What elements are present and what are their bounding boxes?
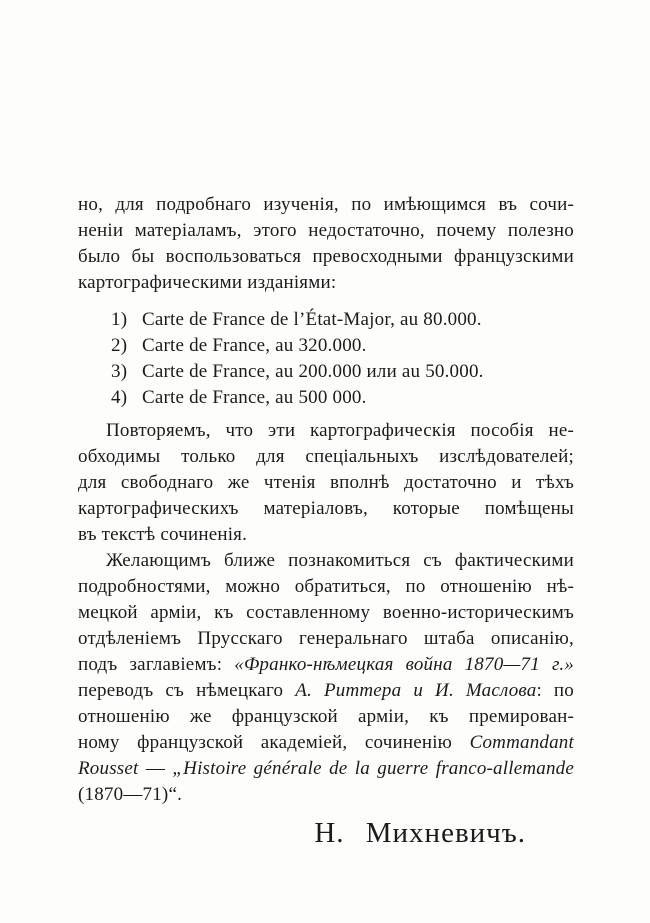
italic-text-segment: «Франко-нѣмецкая война 1870—71 г.» xyxy=(234,654,574,675)
text-segment: подробностями, можно обратиться, по отношенію нѣ- xyxy=(78,576,574,597)
list-item-number: 3) xyxy=(111,361,128,382)
text-segment: Повторяемъ, что эти картографическія пособія не- xyxy=(106,420,574,441)
list-item xyxy=(78,307,574,333)
text-line xyxy=(78,548,574,574)
italic-text-segment: Rousset xyxy=(78,758,139,779)
text-segment: ному французской академіей, сочиненію xyxy=(78,732,470,753)
text-line xyxy=(78,652,574,678)
list-item-text: Carte de France, au 200.000 или au 50.000. xyxy=(142,361,484,382)
text-segment: картографическими изданіями: xyxy=(78,272,337,293)
text-segment: подъ заглавіемъ: xyxy=(78,654,235,675)
paragraph xyxy=(78,548,574,808)
text-line xyxy=(78,704,574,730)
text-line xyxy=(78,470,574,496)
text-segment: : по xyxy=(536,680,574,701)
text-line xyxy=(78,756,574,782)
italic-text-segment: „Histoire générale de la guerre franco-allemande xyxy=(172,758,575,779)
text-line xyxy=(78,574,574,600)
text-segment: переводъ съ нѣмецкаго xyxy=(78,680,296,701)
text-segment: Желающимъ ближе познакомиться съ фактическими xyxy=(106,550,574,571)
text-segment: отдѣленіемъ Прусскаго генеральнаго штаба описанію, xyxy=(78,628,574,649)
text-line xyxy=(78,270,574,296)
text-segment: мецкой арміи, къ составленному военно-историческимъ xyxy=(78,602,574,623)
text-line xyxy=(78,418,574,444)
text-segment: (1870—71)“. xyxy=(78,784,183,805)
text-line xyxy=(78,678,574,704)
text-line xyxy=(78,782,574,808)
text-line xyxy=(78,218,574,244)
text-block xyxy=(78,192,574,808)
list-item-number: 2) xyxy=(111,335,128,356)
list-item xyxy=(78,333,574,359)
text-segment: неніи матеріаламъ, этого недостаточно, почему полезно xyxy=(78,220,574,241)
text-line xyxy=(78,192,574,218)
italic-text-segment: Commandant xyxy=(469,732,574,753)
author-signature: Н. Михневичъ. xyxy=(314,817,526,849)
map-editions-list xyxy=(78,307,574,411)
text-segment: обходимы только для спеціальныхъ изслѣдователей; xyxy=(78,446,574,467)
text-line xyxy=(78,522,574,548)
text-segment: но, для подробнаго изученія, по имѣющимся въ сочи- xyxy=(78,194,574,215)
list-item-text: Carte de France de l’État-Major, au 80.000. xyxy=(142,309,482,330)
list-item-text: Carte de France, au 500 000. xyxy=(142,387,367,408)
list-item xyxy=(78,385,574,411)
text-segment: — xyxy=(138,758,173,779)
text-line xyxy=(78,444,574,470)
text-segment: было бы воспользоваться превосходными французскими xyxy=(78,246,574,267)
text-segment: для свободнаго же чтенія вполнѣ достаточно и тѣхъ xyxy=(78,472,574,493)
text-segment: картографическихъ матеріаловъ, которые помѣщены xyxy=(78,498,574,519)
text-line xyxy=(78,600,574,626)
list-item-number: 4) xyxy=(111,387,128,408)
text-line xyxy=(78,496,574,522)
list-item xyxy=(78,359,574,385)
text-line xyxy=(78,626,574,652)
paragraph xyxy=(78,418,574,548)
text-segment: отношенію же французской арміи, къ премирован- xyxy=(78,706,574,727)
text-line xyxy=(78,244,574,270)
italic-text-segment: А. Риттера и И. Маслова xyxy=(295,680,537,701)
text-segment: въ текстѣ сочиненія. xyxy=(78,524,248,545)
text-line xyxy=(78,730,574,756)
list-item-number: 1) xyxy=(111,309,128,330)
list-item-text: Carte de France, au 320.000. xyxy=(142,335,367,356)
paragraph xyxy=(78,192,574,296)
